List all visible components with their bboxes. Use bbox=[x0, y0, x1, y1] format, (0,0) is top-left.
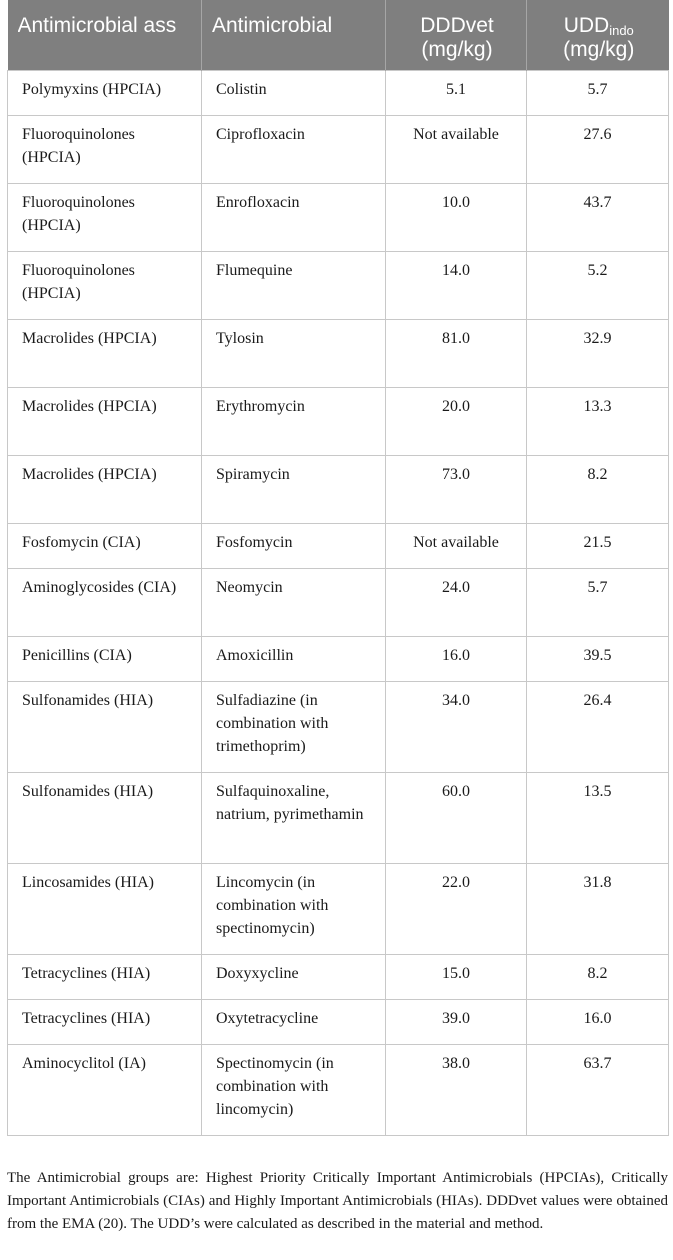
table-container bbox=[7, 0, 668, 1136]
cell-class: Tetracyclines (HIA) bbox=[8, 1000, 202, 1045]
cell-udd: 16.0 bbox=[527, 1000, 669, 1045]
cell-antimicrobial: Amoxicillin bbox=[202, 637, 386, 682]
table-body bbox=[8, 71, 669, 1136]
cell-class: Macrolides (HPCIA) bbox=[8, 320, 202, 388]
cell-class: Polymyxins (HPCIA) bbox=[8, 71, 202, 116]
table-row bbox=[8, 864, 669, 955]
cell-class: Fluoroquinolones (HPCIA) bbox=[8, 252, 202, 320]
cell-class: Sulfonamides (HIA) bbox=[8, 682, 202, 773]
header-udd-label: $UDD_{indo}$ (mg/kg) bbox=[563, 14, 635, 61]
cell-class: Aminocyclitol (IA) bbox=[8, 1045, 202, 1136]
cell-dddvet: Not available bbox=[386, 116, 527, 184]
table-row bbox=[8, 184, 669, 252]
cell-class: Sulfonamides (HIA) bbox=[8, 773, 202, 864]
cell-dddvet: 14.0 bbox=[386, 252, 527, 320]
cell-class: Fluoroquinolones (HPCIA) bbox=[8, 116, 202, 184]
table-row bbox=[8, 320, 669, 388]
table-row bbox=[8, 388, 669, 456]
header-class bbox=[8, 0, 202, 71]
cell-udd: 27.6 bbox=[527, 116, 669, 184]
cell-udd: 8.2 bbox=[527, 955, 669, 1000]
cell-antimicrobial: Erythromycin bbox=[202, 388, 386, 456]
cell-class: Macrolides (HPCIA) bbox=[8, 388, 202, 456]
cell-class: Macrolides (HPCIA) bbox=[8, 456, 202, 524]
cell-antimicrobial: Sulfadiazine (in combination with trimethoprim) bbox=[202, 682, 386, 773]
header-udd-unit: (mg/kg) bbox=[563, 38, 635, 61]
cell-udd: 31.8 bbox=[527, 864, 669, 955]
table-row bbox=[8, 456, 669, 524]
table-row bbox=[8, 116, 669, 184]
cell-class: Lincosamides (HIA) bbox=[8, 864, 202, 955]
cell-dddvet: Not available bbox=[386, 524, 527, 569]
cell-dddvet: 73.0 bbox=[386, 456, 527, 524]
table-row bbox=[8, 252, 669, 320]
cell-antimicrobial: Tylosin bbox=[202, 320, 386, 388]
header-dddvet bbox=[386, 0, 527, 71]
header-udd bbox=[527, 0, 669, 71]
cell-antimicrobial: Neomycin bbox=[202, 569, 386, 637]
cell-antimicrobial: Fosfomycin bbox=[202, 524, 386, 569]
table-row bbox=[8, 682, 669, 773]
antimicrobial-table bbox=[7, 0, 669, 1136]
cell-dddvet: 24.0 bbox=[386, 569, 527, 637]
cell-dddvet: 38.0 bbox=[386, 1045, 527, 1136]
cell-antimicrobial: Ciprofloxacin bbox=[202, 116, 386, 184]
cell-class: Penicillins (CIA) bbox=[8, 637, 202, 682]
header-udd-subscript: indo bbox=[609, 23, 634, 38]
cell-dddvet: 81.0 bbox=[386, 320, 527, 388]
cell-udd: 5.2 bbox=[527, 252, 669, 320]
header-antimicrobial-label: Antimicrobial bbox=[212, 14, 333, 37]
cell-dddvet: 60.0 bbox=[386, 773, 527, 864]
cell-dddvet: 20.0 bbox=[386, 388, 527, 456]
header-antimicrobial bbox=[202, 0, 386, 71]
cell-udd: 39.5 bbox=[527, 637, 669, 682]
cell-dddvet: 10.0 bbox=[386, 184, 527, 252]
table-row bbox=[8, 524, 669, 569]
cell-udd: 5.7 bbox=[527, 71, 669, 116]
table-footnote: The Antimicrobial groups are: Highest Priority Critically Important Antimicrobials (HPCIAs), Critically Important Antimicrobials (CIAs) and Highly Important Antimicrobials (HIAs). DDDvet values were obtained from the EMA (20). The UDD’s were calculated as described in the material and method. bbox=[7, 1170, 668, 1232]
header-dddvet-label: DDDvet (mg/kg) bbox=[420, 14, 494, 61]
cell-antimicrobial: Enrofloxacin bbox=[202, 184, 386, 252]
cell-antimicrobial: Doxyxycline bbox=[202, 955, 386, 1000]
cell-dddvet: 34.0 bbox=[386, 682, 527, 773]
cell-udd: 5.7 bbox=[527, 569, 669, 637]
cell-class: Tetracyclines (HIA) bbox=[8, 955, 202, 1000]
cell-antimicrobial: Colistin bbox=[202, 71, 386, 116]
cell-udd: 8.2 bbox=[527, 456, 669, 524]
cell-class: Fluoroquinolones (HPCIA) bbox=[8, 184, 202, 252]
cell-dddvet: 16.0 bbox=[386, 637, 527, 682]
cell-antimicrobial: Spectinomycin (in combination with lincomycin) bbox=[202, 1045, 386, 1136]
table-row bbox=[8, 773, 669, 864]
cell-udd: 21.5 bbox=[527, 524, 669, 569]
cell-udd: 13.3 bbox=[527, 388, 669, 456]
cell-antimicrobial: Flumequine bbox=[202, 252, 386, 320]
cell-dddvet: 22.0 bbox=[386, 864, 527, 955]
cell-antimicrobial: Lincomycin (in combination with spectinomycin) bbox=[202, 864, 386, 955]
cell-class: Fosfomycin (CIA) bbox=[8, 524, 202, 569]
cell-dddvet: 15.0 bbox=[386, 955, 527, 1000]
cell-udd: 13.5 bbox=[527, 773, 669, 864]
cell-udd: 32.9 bbox=[527, 320, 669, 388]
table-row bbox=[8, 637, 669, 682]
cell-antimicrobial: Sulfaquinoxaline, natrium, pyrimethamin bbox=[202, 773, 386, 864]
table-row bbox=[8, 1045, 669, 1136]
table-row bbox=[8, 569, 669, 637]
cell-antimicrobial: Oxytetracycline bbox=[202, 1000, 386, 1045]
table-row bbox=[8, 955, 669, 1000]
cell-dddvet: 39.0 bbox=[386, 1000, 527, 1045]
cell-udd: 43.7 bbox=[527, 184, 669, 252]
cell-class: Aminoglycosides (CIA) bbox=[8, 569, 202, 637]
header-class-label: Antimicrobial ass bbox=[17, 14, 177, 37]
cell-udd: 26.4 bbox=[527, 682, 669, 773]
table-header bbox=[8, 0, 669, 71]
cell-udd: 63.7 bbox=[527, 1045, 669, 1136]
cell-antimicrobial: Spiramycin bbox=[202, 456, 386, 524]
table-row bbox=[8, 71, 669, 116]
table-row bbox=[8, 1000, 669, 1045]
cell-dddvet: 5.1 bbox=[386, 71, 527, 116]
